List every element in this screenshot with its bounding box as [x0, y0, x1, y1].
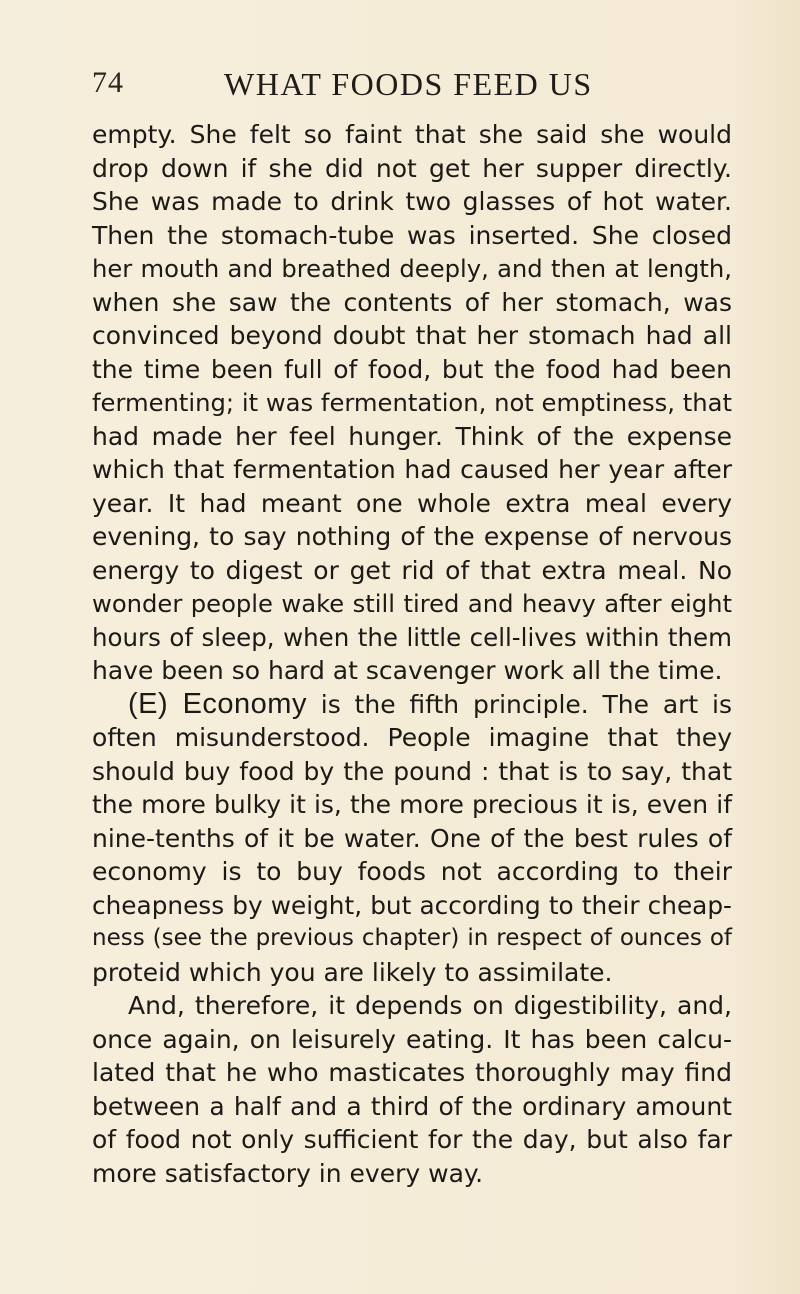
text-line: her mouth and breathed deeply, and then at length, — [92, 254, 732, 283]
running-head: WHAT FOODS FEED US — [224, 66, 593, 102]
text-line: proteid which you are likely to assimilate. — [92, 957, 613, 987]
text-line: She was made to drink two glasses of hot water. — [92, 187, 732, 216]
text-line: have been so hard at scavenger work all the time. — [92, 656, 723, 685]
paragraph-digestibility — [92, 989, 732, 1190]
text-line: wonder people wake still tired and heavy after eight — [92, 589, 732, 618]
page-header — [0, 58, 800, 108]
text-line-first — [92, 688, 732, 722]
text-line: the more bulky it is, the more precious it is, even if — [92, 790, 732, 819]
text-line: nine-tenths of it be water. One of the best rules of — [92, 823, 732, 853]
text-line: hours of sleep, when the little cell-lives within them — [92, 622, 732, 652]
text-line-rest: is the fifth principle. The art is — [320, 689, 732, 719]
text-line: Then the stomach-tube was inserted. She closed — [92, 220, 732, 250]
page-number: 74 — [92, 66, 124, 99]
text-line: economy is to buy foods not according to their — [92, 857, 732, 886]
text-line: lated that he who masticates thoroughly may find — [92, 1058, 732, 1087]
text-line: which that fermentation had caused her year after — [92, 455, 732, 484]
text-line: once again, on leisurely eating. It has been calcu- — [92, 1024, 732, 1054]
body-text — [92, 118, 732, 1190]
text-line: when she saw the contents of her stomach, was — [92, 287, 732, 317]
text-line: fermenting; it was fermentation, not emptiness, that — [92, 388, 732, 417]
text-line: had made her feel hunger. Think of the expense — [92, 421, 732, 451]
text-line: evening, to say nothing of the expense of nervous — [92, 522, 732, 551]
text-line: the time been full of food, but the food had been — [92, 354, 732, 384]
text-line: should buy food by the pound : that is to say, that — [92, 756, 732, 786]
text-line: empty. She felt so faint that she said she would — [92, 120, 732, 149]
text-line: And, therefore, it depends on digestibility, and, — [128, 991, 732, 1020]
text-line: more satisfactory in every way. — [92, 1158, 484, 1188]
text-line: year. It had meant one whole extra meal every — [92, 488, 732, 518]
paragraph-continued — [92, 118, 732, 688]
text-line: drop down if she did not get her supper directly. — [92, 153, 732, 183]
text-line: of food not only sufficient for the day, but also far — [92, 1125, 732, 1154]
text-line: ness (see the previous chapter) in respect of ounces of — [92, 925, 732, 951]
section-heading-economy: (E) Economy — [128, 687, 307, 720]
paragraph-economy — [92, 688, 732, 990]
text-line: cheapness by weight, but according to their cheap- — [92, 890, 732, 920]
text-line: between a half and a third of the ordinary amount — [92, 1091, 732, 1121]
text-line: convinced beyond doubt that her stomach had all — [92, 321, 732, 350]
text-line: energy to digest or get rid of that extra meal. No — [92, 555, 732, 585]
text-line: often misunderstood. People imagine that they — [92, 723, 732, 752]
